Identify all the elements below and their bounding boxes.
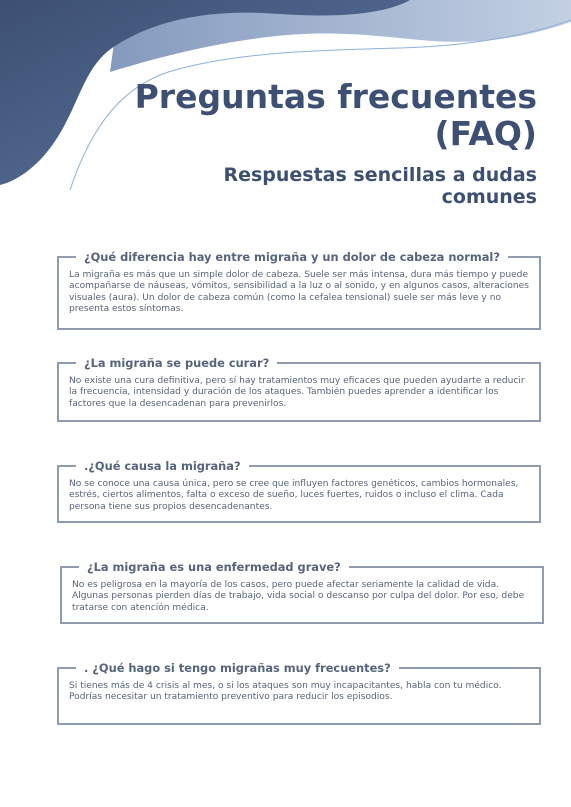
faq-answer: Si tienes más de 4 crisis al mes, o si los ataques son muy incapacitantes, habla con tu médico. Podrías necesitar un tratamiento preventivo para reducir los episodios.: [69, 681, 502, 703]
faq-answer: No se conoce una causa única, pero se cree que influyen factores genéticos, cambios hormonales, estrés, ciertos alimentos, falta o exceso de sueño, luces fuertes, ruidos o incluso el clima. Cada persona tiene sus propios desencadenantes.: [69, 479, 519, 512]
faq-answer: No existe una cura definitiva, pero sí hay tratamientos muy eficaces que pueden ayudarte a reducir la frecuencia, intensidad y duración de los ataques. También puedes aprender a identificar los factores que la desencadenan para prevenirlos.: [69, 376, 525, 409]
faq-question: ¿La migraña es una enfermedad grave?: [79, 558, 349, 576]
faq-item: [57, 356, 541, 422]
faq-question: . ¿Qué hago si tengo migrañas muy frecuentes?: [76, 659, 399, 677]
faq-item: [57, 661, 541, 725]
faq-item: [57, 250, 541, 330]
faq-question: ¿La migraña se puede curar?: [76, 354, 277, 372]
faq-item: [57, 459, 541, 523]
faq-answer: No es peligrosa en la mayoría de los casos, pero puede afectar seriamente la calidad de vida. Algunas personas pierden días de trabajo, vida social o descanso por culpa del dolor. Por eso, debe tratarse con atención médica.: [72, 580, 525, 613]
faq-question: ¿Qué diferencia hay entre migraña y un dolor de cabeza normal?: [76, 248, 508, 266]
faq-item: [60, 560, 544, 624]
page-title: Preguntas frecuentes (FAQ): [134, 77, 537, 153]
faq-answer: La migraña es más que un simple dolor de cabeza. Suele ser más intensa, dura más tiempo y puede acompañarse de náuseas, vómitos, sensibilidad a la luz o al sonido, y en algunos casos, alteraciones visuales (aura). Un dolor de cabeza común (como la cefalea tensional) suele ser más leve y no presenta estos síntomas.: [69, 270, 529, 315]
faq-question: .¿Qué causa la migraña?: [76, 457, 249, 475]
page-subtitle: Respuestas sencillas a dudas comunes: [223, 164, 537, 208]
